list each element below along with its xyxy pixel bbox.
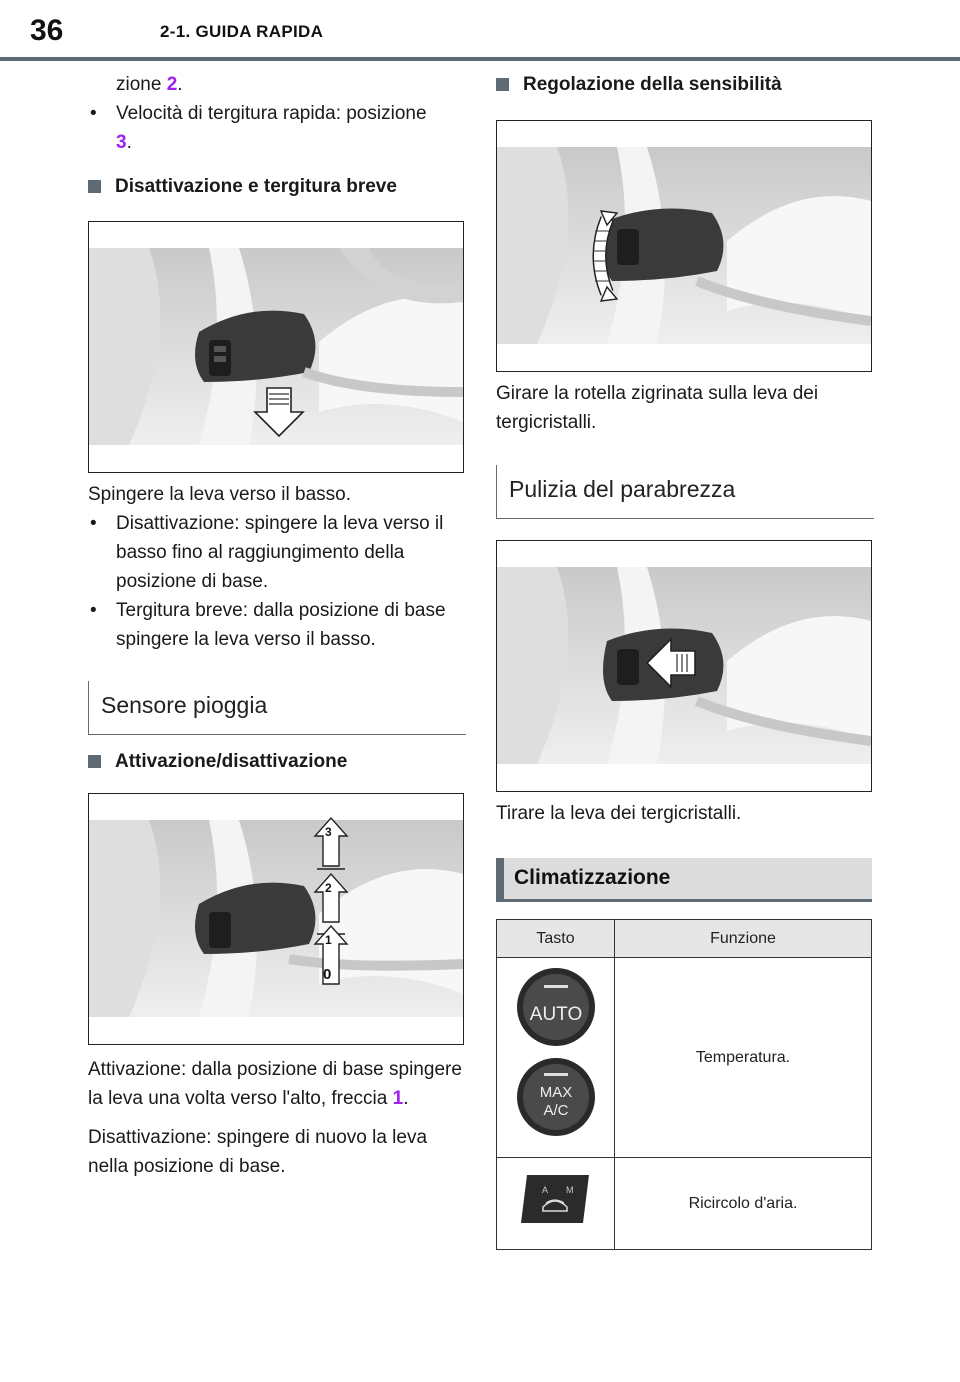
para-pull-lever: Tirare la leva dei tergicristalli. <box>496 803 742 824</box>
para-push-down: Spingere la leva verso il basso. <box>88 484 351 505</box>
position-label-1: 1 <box>325 933 332 947</box>
ref-number-3: 3 <box>116 132 127 153</box>
bullet-short-wipe: • Tergitura breve: dalla posizione di base spingere la leva verso il basso. <box>88 596 466 654</box>
function-cell-recirculation: Ricircolo d'aria. <box>615 1158 872 1250</box>
square-bullet-icon <box>88 180 101 193</box>
position-label-0: 0 <box>323 966 332 983</box>
figure-lever-up-positions <box>88 793 464 1045</box>
para-activation: Attivazione: dalla posizione di base spingere la leva una volta verso l'alto, freccia 1. <box>88 1059 462 1109</box>
table-row <box>497 958 872 1158</box>
col-header-key: Tasto <box>497 920 615 958</box>
ref-number-2: 2 <box>166 74 178 95</box>
table-row <box>497 1158 872 1250</box>
continued-text: zione 2. <box>116 74 183 95</box>
right-column <box>496 70 874 1250</box>
climate-heading: Climatizzazione <box>496 858 872 902</box>
bullet-fast-wipe: • Velocità di tergitura rapida: posizione 3. <box>88 99 466 157</box>
subheading-sensitivity-text: Regolazione della sensibilità <box>523 74 782 95</box>
continued-word: zione <box>116 74 162 95</box>
position-label-2: 2 <box>325 881 332 895</box>
key-cell-recirculation <box>497 1158 615 1250</box>
subheading-activation <box>88 747 466 776</box>
subheading-deactivation <box>88 172 466 201</box>
para-deactivation: Disattivazione: spingere di nuovo la leva nella posizione di base. <box>88 1127 428 1177</box>
col-header-function: Funzione <box>615 920 872 958</box>
auto-label: AUTO <box>529 1003 582 1025</box>
square-bullet-icon <box>496 78 509 91</box>
square-bullet-icon <box>88 755 101 768</box>
section-title: 2-1. GUIDA RAPIDA <box>160 22 324 41</box>
subheading-activation-text: Attivazione/disattivazione <box>115 751 348 772</box>
temperature-buttons-icon <box>511 963 601 1143</box>
table-header-row <box>497 920 872 958</box>
recirc-m-label: M <box>565 1184 573 1195</box>
function-cell-temperature: Temperatura. <box>615 958 872 1158</box>
figure-lever-pull <box>496 540 872 792</box>
para-activation-text: Attivazione: dalla posizione di base spingere la leva una volta verso l'alto, freccia <box>88 1059 462 1109</box>
recirc-a-label: A <box>541 1184 548 1195</box>
key-cell-temperature <box>497 958 615 1158</box>
subheading-sensitivity <box>496 70 874 99</box>
ref-number-1: 1 <box>392 1088 404 1109</box>
para-turn-wheel: Girare la rotella zigrinata sulla leva dei tergicristalli. <box>496 383 819 433</box>
max-label: MAX <box>539 1083 572 1101</box>
bullet-deactivation: • Disattivazione: spingere la leva verso il basso fino al raggiungimento della posizione di base. <box>88 509 466 596</box>
header-divider <box>0 57 960 61</box>
page-number: 36 <box>30 14 64 47</box>
recirculation-button-icon <box>521 1173 591 1225</box>
position-label-3: 3 <box>325 825 332 839</box>
subheading-deactivation-text: Disattivazione e tergitura breve <box>115 176 397 197</box>
left-column <box>88 70 466 1181</box>
climate-table <box>496 919 872 1250</box>
section-box-windshield-cleaning: Pulizia del parabrezza <box>496 465 874 519</box>
figure-knurled-wheel <box>496 120 872 372</box>
figure-lever-down <box>88 221 464 473</box>
section-box-rain-sensor: Sensore pioggia <box>88 681 466 735</box>
ac-label: A/C <box>542 1101 569 1119</box>
bullet-fast-wipe-text: Velocità di tergitura rapida: posizione <box>116 103 427 124</box>
